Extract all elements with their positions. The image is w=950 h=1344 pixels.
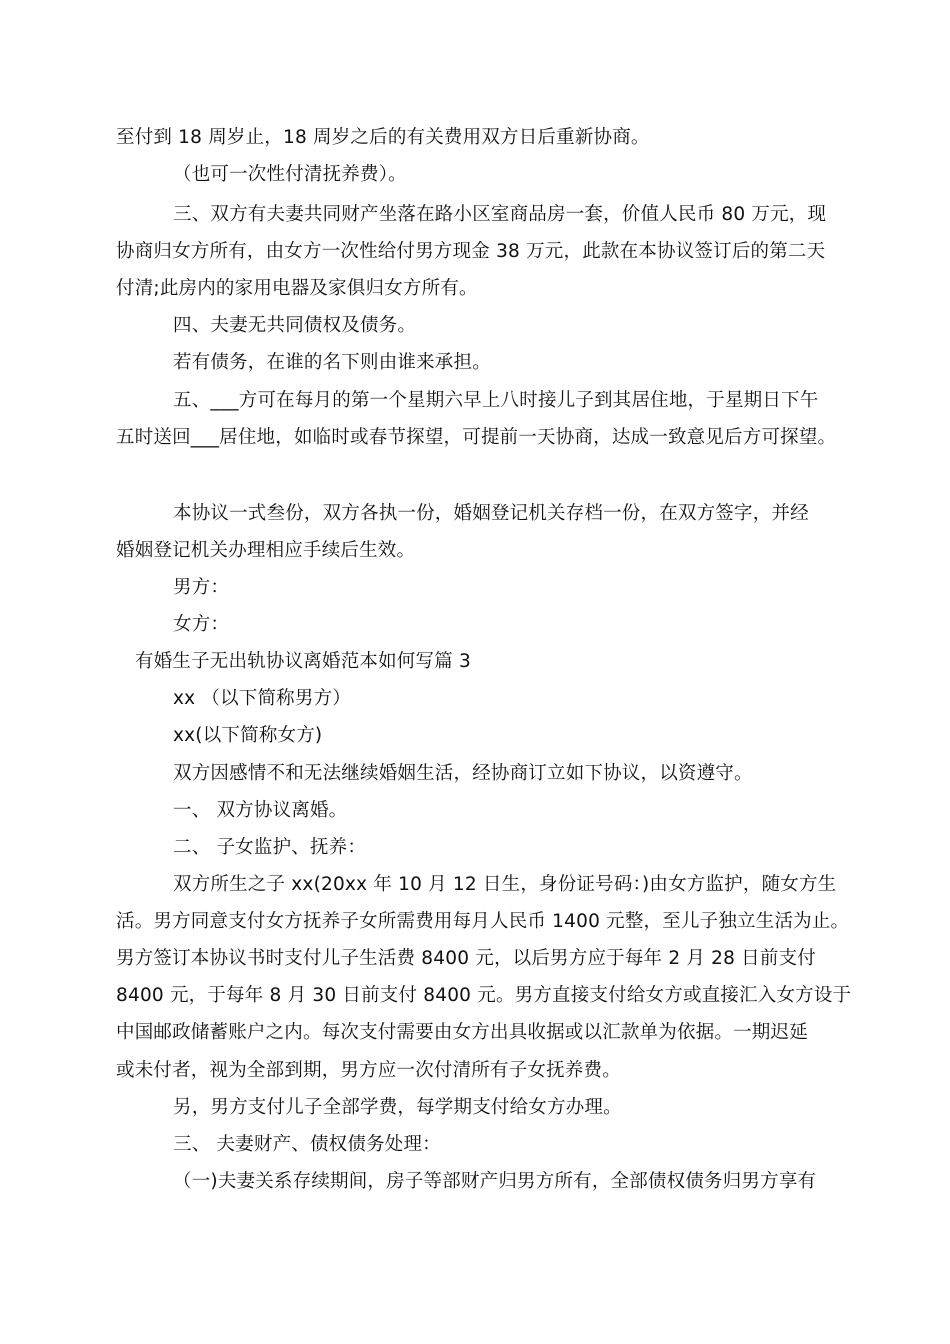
text-line: 8400 元，于每年 8 月 30 日前支付 8400 元。男方直接支付给女方或直接汇入女方设于 [116,985,852,1006]
text-line: （一)夫妻关系存续期间，房子等部财产归男方所有，全部债权债务归男方享有 [173,1171,817,1192]
text-line: 本协议一式叁份，双方各执一份，婚姻登记机关存档一份，在双方签字，并经 [173,503,809,524]
text-line: 二、 子女监护、抚养： [173,837,367,858]
text-line: 婚姻登记机关办理相应手续后生效。 [116,540,416,561]
text-line: 另，男方支付儿子全部学费，每学期支付给女方办理。 [173,1097,622,1118]
text-line: 付清;此房内的家用电器及家俱归女方所有。 [116,278,478,299]
text-line: xx(以下简称女方) [173,725,323,746]
text-line: 五、___方可在每月的第一个星期六早上八时接儿子到其居住地，于星期日下午 [173,390,819,411]
text-line: xx （以下简称男方） [173,688,351,709]
signature-label-male: 男方： [173,577,230,598]
text-line: （也可一次性付清抚养费）。 [173,164,407,185]
signature-label-female: 女方： [173,614,230,635]
text-line: 四、夫妻无共同债权及债务。 [173,315,417,336]
text-line: 三、 夫妻财产、债权债务处理： [173,1134,441,1155]
text-line: 若有债务，在谁的名下则由谁来承担。 [173,352,491,373]
text-line: 一、 双方协议离婚。 [173,800,348,821]
text-line: 中国邮政储蓄账户之内。每次支付需要由女方出具收据或以汇款单为依据。一期迟延 [116,1022,808,1043]
text-line: 或未付者，视为全部到期，男方应一次付清所有子女抚养费。 [116,1060,621,1081]
text-line: 男方签订本协议书时支付儿子生活费 8400 元，以后男方应于每年 2 月 28 日前支付 [116,948,816,969]
text-line: 至付到 18 周岁止，18 周岁之后的有关费用双方日后重新协商。 [116,127,650,148]
text-line: 五时送回___居住地，如临时或春节探望，可提前一天协商，达成一致意见后方可探望。 [116,427,837,448]
text-line: 协商归女方所有，由女方一次性给付男方现金 38 万元，此款在本协议签订后的第二天 [116,241,826,262]
text-line: 活。男方同意支付女方抚养子女所需费用每月人民币 1400 元整，至儿子独立生活为止。 [116,911,850,932]
text-line: 双方因感情不和无法继续婚姻生活，经协商订立如下协议，以资遵守。 [173,763,753,784]
section-title: 有婚生子无出轨协议离婚范本如何写篇 3 [135,651,471,672]
text-line: 三、双方有夫妻共同财产坐落在路小区室商品房一套，价值人民币 80 万元，现 [173,204,827,225]
text-line: 双方所生之子 xx(20xx 年 10 月 12 日生，身份证号码：)由女方监护，随女方生 [173,874,837,895]
